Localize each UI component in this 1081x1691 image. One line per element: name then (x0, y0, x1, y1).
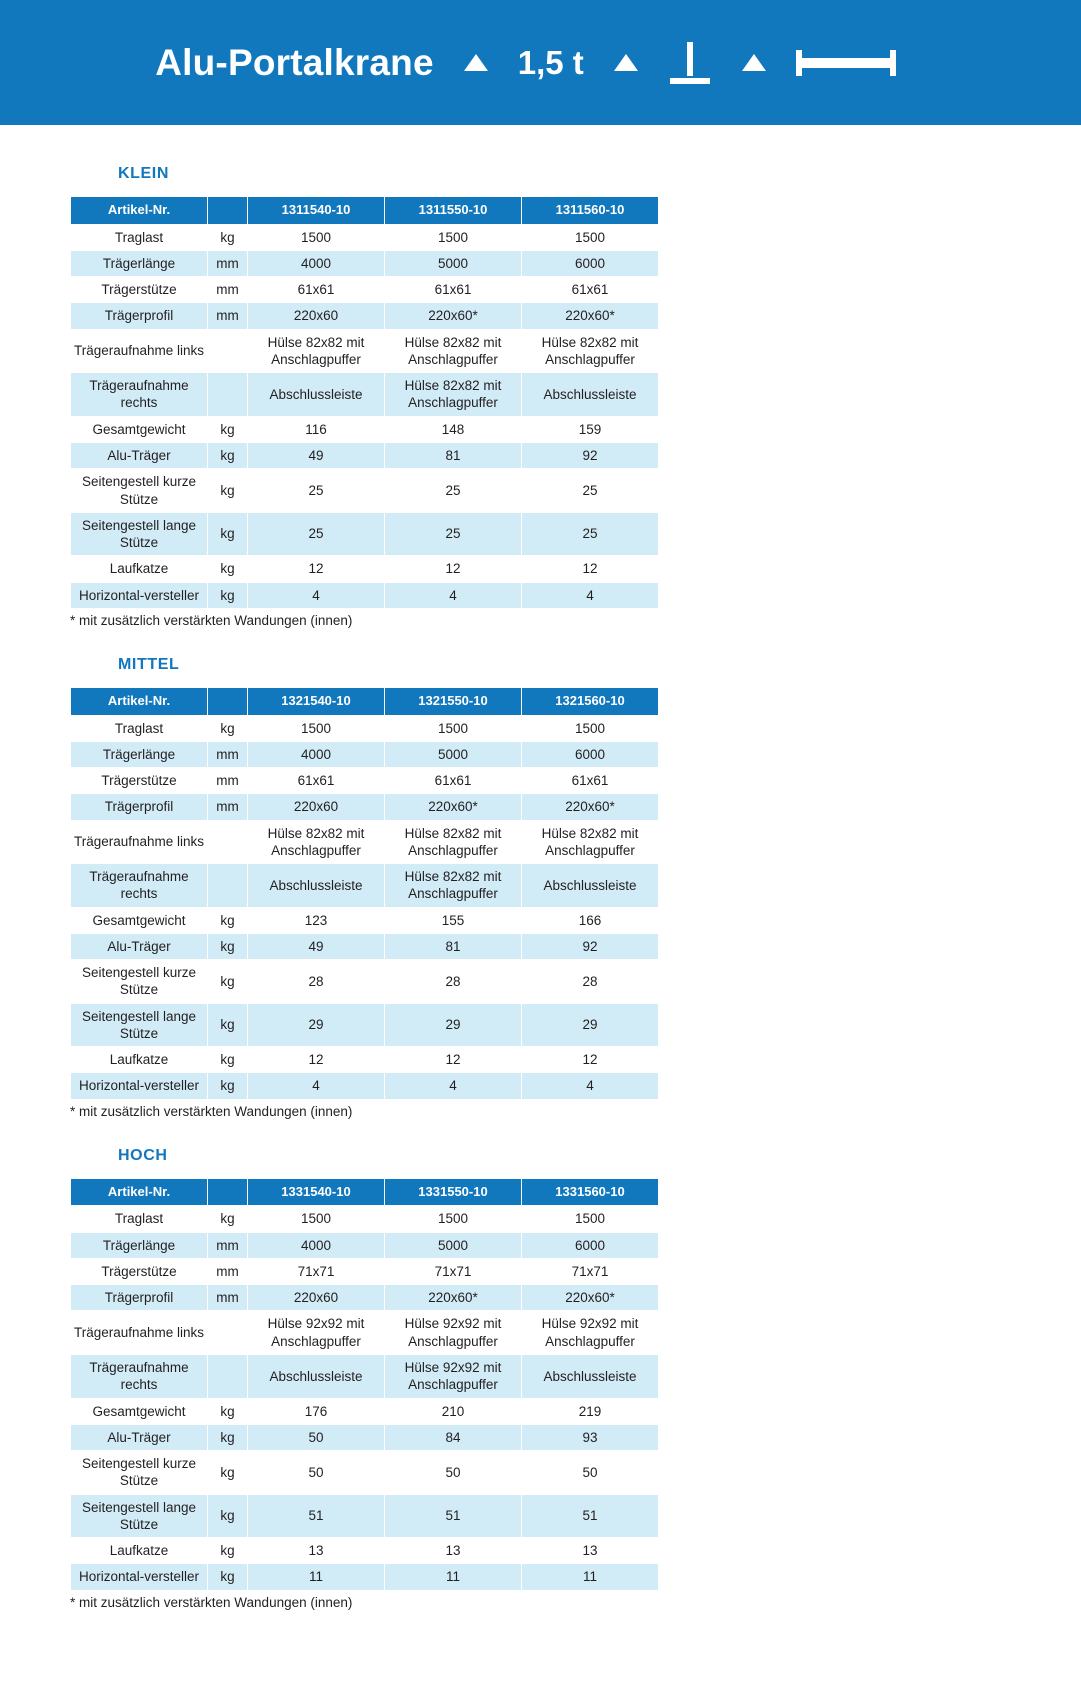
capacity-label: 1,5 t (517, 43, 584, 81)
row-unit: kg (208, 1451, 248, 1495)
row-value: 220x60 (248, 303, 385, 329)
row-value: 159 (522, 416, 659, 442)
row-value: 155 (385, 907, 522, 933)
table-row (71, 1564, 659, 1590)
triangle-up-icon (614, 54, 638, 71)
section-title: MITTEL (118, 655, 180, 673)
row-unit: kg (208, 960, 248, 1004)
table-row (71, 715, 659, 741)
row-unit: kg (208, 907, 248, 933)
row-label: Seitengestell kurze Stütze (71, 960, 208, 1004)
row-label: Seitengestell lange Stütze (71, 1003, 208, 1047)
row-value: Abschlussleiste (522, 373, 659, 417)
row-unit: kg (208, 1073, 248, 1099)
row-unit: kg (208, 582, 248, 608)
table-row (71, 864, 659, 908)
row-value: 13 (522, 1538, 659, 1564)
row-value: 148 (385, 416, 522, 442)
row-value: 1500 (248, 224, 385, 250)
table-row (71, 1354, 659, 1398)
row-value: 25 (522, 469, 659, 513)
row-value: 220x60 (248, 1285, 385, 1311)
row-value: 220x60* (385, 1285, 522, 1311)
row-unit: kg (208, 1003, 248, 1047)
column-header-article-number: 1321560-10 (522, 687, 659, 715)
row-value: 12 (385, 556, 522, 582)
row-unit (208, 864, 248, 908)
row-value: 29 (385, 1003, 522, 1047)
table-row (71, 907, 659, 933)
row-value: 29 (522, 1003, 659, 1047)
row-unit: kg (208, 933, 248, 959)
row-value: 13 (385, 1538, 522, 1564)
row-value: 1500 (385, 715, 522, 741)
table-row (71, 1206, 659, 1232)
table-row (71, 1538, 659, 1564)
row-value: 28 (522, 960, 659, 1004)
spec-table (70, 687, 659, 1100)
row-value: Hülse 82x82 mit Anschlagpuffer (248, 820, 385, 864)
row-label: Trägerstütze (71, 768, 208, 794)
row-label: Traglast (71, 1206, 208, 1232)
row-unit: mm (208, 741, 248, 767)
table-footnote: * mit zusätzlich verstärkten Wandungen (innen) (70, 1103, 353, 1119)
row-value: 6000 (522, 1232, 659, 1258)
table-row (71, 1451, 659, 1495)
row-value: 93 (522, 1424, 659, 1450)
row-unit: mm (208, 250, 248, 276)
row-value: Hülse 82x82 mit Anschlagpuffer (385, 373, 522, 417)
row-unit: kg (208, 469, 248, 513)
row-value: 12 (522, 556, 659, 582)
triangle-up-icon (464, 54, 488, 71)
row-label: Trägerstütze (71, 277, 208, 303)
row-label: Alu-Träger (71, 1424, 208, 1450)
row-unit (208, 1354, 248, 1398)
row-value: Hülse 92x92 mit Anschlagpuffer (248, 1311, 385, 1355)
row-unit: mm (208, 1258, 248, 1284)
row-label: Seitengestell kurze Stütze (71, 469, 208, 513)
table-row (71, 933, 659, 959)
row-value: 51 (385, 1494, 522, 1538)
row-value: Hülse 92x92 mit Anschlagpuffer (385, 1354, 522, 1398)
column-header-article-number: 1311560-10 (522, 197, 659, 225)
row-label: Seitengestell lange Stütze (71, 1494, 208, 1538)
beam-symbol-icon (796, 46, 896, 80)
spec-table (70, 1178, 659, 1591)
row-unit: kg (208, 1047, 248, 1073)
column-header-article-number: 1311540-10 (248, 197, 385, 225)
row-value: 1500 (248, 1206, 385, 1232)
row-value: 6000 (522, 741, 659, 767)
row-unit (208, 373, 248, 417)
row-value: 219 (522, 1398, 659, 1424)
row-value: 220x60* (522, 303, 659, 329)
table-header-row (71, 197, 659, 225)
gantry-symbol-icon (668, 42, 712, 84)
row-unit: mm (208, 303, 248, 329)
row-value: Abschlussleiste (522, 864, 659, 908)
row-unit: kg (208, 1206, 248, 1232)
table-row (71, 556, 659, 582)
table-row (71, 768, 659, 794)
row-value: 11 (248, 1564, 385, 1590)
row-label: Trägerprofil (71, 303, 208, 329)
row-value: 25 (522, 512, 659, 556)
row-unit: kg (208, 1494, 248, 1538)
row-value: 4 (522, 582, 659, 608)
column-header-article-number: 1321540-10 (248, 687, 385, 715)
table-header-row (71, 687, 659, 715)
row-unit: kg (208, 1564, 248, 1590)
row-value: 5000 (385, 741, 522, 767)
column-header-unit (208, 1178, 248, 1206)
spec-table (70, 196, 659, 609)
row-unit (208, 1311, 248, 1355)
row-value: 81 (385, 933, 522, 959)
section-hoch (0, 1147, 1081, 1610)
row-value: Hülse 82x82 mit Anschlagpuffer (248, 329, 385, 373)
row-label: Trägeraufnahme rechts (71, 1354, 208, 1398)
row-value: Hülse 82x82 mit Anschlagpuffer (385, 864, 522, 908)
row-value: 50 (522, 1451, 659, 1495)
row-value: 4 (248, 582, 385, 608)
row-value: 1500 (385, 224, 522, 250)
row-value: 176 (248, 1398, 385, 1424)
row-value: 28 (248, 960, 385, 1004)
row-unit: kg (208, 715, 248, 741)
table-row (71, 582, 659, 608)
row-label: Seitengestell lange Stütze (71, 512, 208, 556)
row-value: 71x71 (385, 1258, 522, 1284)
row-value: 220x60 (248, 794, 385, 820)
row-value: Hülse 82x82 mit Anschlagpuffer (385, 329, 522, 373)
row-value: 81 (385, 443, 522, 469)
table-row (71, 1003, 659, 1047)
row-value: 51 (248, 1494, 385, 1538)
row-value: 4000 (248, 741, 385, 767)
row-value: 92 (522, 443, 659, 469)
row-value: Hülse 82x82 mit Anschlagpuffer (385, 820, 522, 864)
column-header-unit (208, 197, 248, 225)
table-footnote: * mit zusätzlich verstärkten Wandungen (innen) (70, 612, 353, 628)
row-label: Trägerlänge (71, 250, 208, 276)
row-label: Gesamtgewicht (71, 416, 208, 442)
section-mittel (0, 656, 1081, 1119)
table-row (71, 1232, 659, 1258)
row-value: 51 (522, 1494, 659, 1538)
row-unit: mm (208, 277, 248, 303)
page-title: Alu-Portalkrane (155, 41, 434, 83)
row-value: Hülse 92x92 mit Anschlagpuffer (522, 1311, 659, 1355)
row-value: 1500 (385, 1206, 522, 1232)
table-row (71, 1311, 659, 1355)
row-value: 49 (248, 443, 385, 469)
row-unit: kg (208, 512, 248, 556)
row-label: Trägerprofil (71, 794, 208, 820)
row-value: 50 (248, 1424, 385, 1450)
row-label: Laufkatze (71, 1538, 208, 1564)
table-row (71, 1258, 659, 1284)
column-header-article: Artikel-Nr. (71, 197, 208, 225)
row-value: Abschlussleiste (248, 1354, 385, 1398)
row-label: Trägeraufnahme links (71, 1311, 208, 1355)
table-row (71, 1494, 659, 1538)
row-unit: kg (208, 556, 248, 582)
table-row (71, 794, 659, 820)
row-label: Seitengestell kurze Stütze (71, 1451, 208, 1495)
table-row (71, 277, 659, 303)
table-row (71, 224, 659, 250)
row-value: 4 (385, 1073, 522, 1099)
row-value: 12 (248, 1047, 385, 1073)
table-row (71, 1398, 659, 1424)
row-unit: kg (208, 1424, 248, 1450)
row-value: 210 (385, 1398, 522, 1424)
row-value: 4 (248, 1073, 385, 1099)
row-value: 25 (248, 512, 385, 556)
row-value: 1500 (522, 224, 659, 250)
row-value: 4000 (248, 1232, 385, 1258)
table-row (71, 443, 659, 469)
row-value: Hülse 82x82 mit Anschlagpuffer (522, 329, 659, 373)
row-value: 84 (385, 1424, 522, 1450)
row-value: 61x61 (248, 277, 385, 303)
row-value: 61x61 (385, 768, 522, 794)
column-header-article-number: 1331540-10 (248, 1178, 385, 1206)
row-unit: mm (208, 794, 248, 820)
row-label: Trägeraufnahme links (71, 329, 208, 373)
table-row (71, 416, 659, 442)
row-label: Trägeraufnahme rechts (71, 373, 208, 417)
row-label: Gesamtgewicht (71, 1398, 208, 1424)
row-value: 220x60* (522, 794, 659, 820)
section-title: HOCH (118, 1146, 168, 1164)
row-value: 92 (522, 933, 659, 959)
row-value: 220x60* (522, 1285, 659, 1311)
row-unit: kg (208, 443, 248, 469)
column-header-article-number: 1331550-10 (385, 1178, 522, 1206)
table-header-row (71, 1178, 659, 1206)
row-value: 29 (248, 1003, 385, 1047)
row-value: 11 (522, 1564, 659, 1590)
row-label: Traglast (71, 224, 208, 250)
row-value: 12 (248, 556, 385, 582)
row-value: 61x61 (385, 277, 522, 303)
row-label: Trägerlänge (71, 741, 208, 767)
table-row (71, 329, 659, 373)
row-unit: mm (208, 768, 248, 794)
section-title: KLEIN (118, 165, 169, 182)
table-row (71, 1073, 659, 1099)
row-label: Horizontal-versteller (71, 1564, 208, 1590)
row-value: 61x61 (522, 277, 659, 303)
row-label: Trägerlänge (71, 1232, 208, 1258)
row-value: 220x60* (385, 794, 522, 820)
row-value: 4000 (248, 250, 385, 276)
row-value: Hülse 82x82 mit Anschlagpuffer (522, 820, 659, 864)
row-value: 5000 (385, 250, 522, 276)
spec-sections (0, 165, 1081, 1610)
row-value: 71x71 (248, 1258, 385, 1284)
row-value: 220x60* (385, 303, 522, 329)
row-value: 61x61 (248, 768, 385, 794)
row-value: 5000 (385, 1232, 522, 1258)
row-value: 1500 (248, 715, 385, 741)
column-header-article-number: 1331560-10 (522, 1178, 659, 1206)
column-header-article: Artikel-Nr. (71, 1178, 208, 1206)
row-label: Alu-Träger (71, 443, 208, 469)
row-value: 61x61 (522, 768, 659, 794)
row-value: 49 (248, 933, 385, 959)
table-row (71, 1047, 659, 1073)
row-value: 50 (248, 1451, 385, 1495)
table-row (71, 820, 659, 864)
row-value: Abschlussleiste (248, 373, 385, 417)
row-label: Trägeraufnahme links (71, 820, 208, 864)
table-row (71, 303, 659, 329)
row-unit: kg (208, 1398, 248, 1424)
row-value: 25 (248, 469, 385, 513)
table-row (71, 512, 659, 556)
row-value: 12 (385, 1047, 522, 1073)
table-footnote: * mit zusätzlich verstärkten Wandungen (innen) (70, 1594, 353, 1610)
row-value: 1500 (522, 1206, 659, 1232)
row-label: Trägerprofil (71, 1285, 208, 1311)
table-row (71, 469, 659, 513)
row-value: 123 (248, 907, 385, 933)
row-value: 1500 (522, 715, 659, 741)
row-unit (208, 329, 248, 373)
row-label: Horizontal-versteller (71, 1073, 208, 1099)
column-header-article: Artikel-Nr. (71, 687, 208, 715)
row-label: Laufkatze (71, 556, 208, 582)
row-value: Hülse 92x92 mit Anschlagpuffer (385, 1311, 522, 1355)
row-value: 25 (385, 512, 522, 556)
row-value: 25 (385, 469, 522, 513)
row-unit: mm (208, 1285, 248, 1311)
row-unit (208, 820, 248, 864)
row-value: 166 (522, 907, 659, 933)
row-label: Gesamtgewicht (71, 907, 208, 933)
table-row (71, 960, 659, 1004)
row-unit: mm (208, 1232, 248, 1258)
column-header-unit (208, 687, 248, 715)
table-row (71, 741, 659, 767)
column-header-article-number: 1321550-10 (385, 687, 522, 715)
row-value: 50 (385, 1451, 522, 1495)
triangle-up-icon (742, 54, 766, 71)
row-label: Alu-Träger (71, 933, 208, 959)
row-value: 116 (248, 416, 385, 442)
row-unit: kg (208, 416, 248, 442)
row-value: 12 (522, 1047, 659, 1073)
row-value: 6000 (522, 250, 659, 276)
row-value: 4 (385, 582, 522, 608)
row-unit: kg (208, 1538, 248, 1564)
row-label: Horizontal-versteller (71, 582, 208, 608)
section-klein (0, 165, 1081, 628)
row-value: 4 (522, 1073, 659, 1099)
row-value: 28 (385, 960, 522, 1004)
row-label: Traglast (71, 715, 208, 741)
table-row (71, 373, 659, 417)
column-header-article-number: 1311550-10 (385, 197, 522, 225)
row-label: Laufkatze (71, 1047, 208, 1073)
row-label: Trägeraufnahme rechts (71, 864, 208, 908)
table-row (71, 1285, 659, 1311)
table-row (71, 1424, 659, 1450)
row-value: 11 (385, 1564, 522, 1590)
page-header-banner (0, 0, 1081, 125)
row-value: Abschlussleiste (522, 1354, 659, 1398)
row-unit: kg (208, 224, 248, 250)
table-row (71, 250, 659, 276)
row-label: Trägerstütze (71, 1258, 208, 1284)
row-value: Abschlussleiste (248, 864, 385, 908)
row-value: 13 (248, 1538, 385, 1564)
row-value: 71x71 (522, 1258, 659, 1284)
